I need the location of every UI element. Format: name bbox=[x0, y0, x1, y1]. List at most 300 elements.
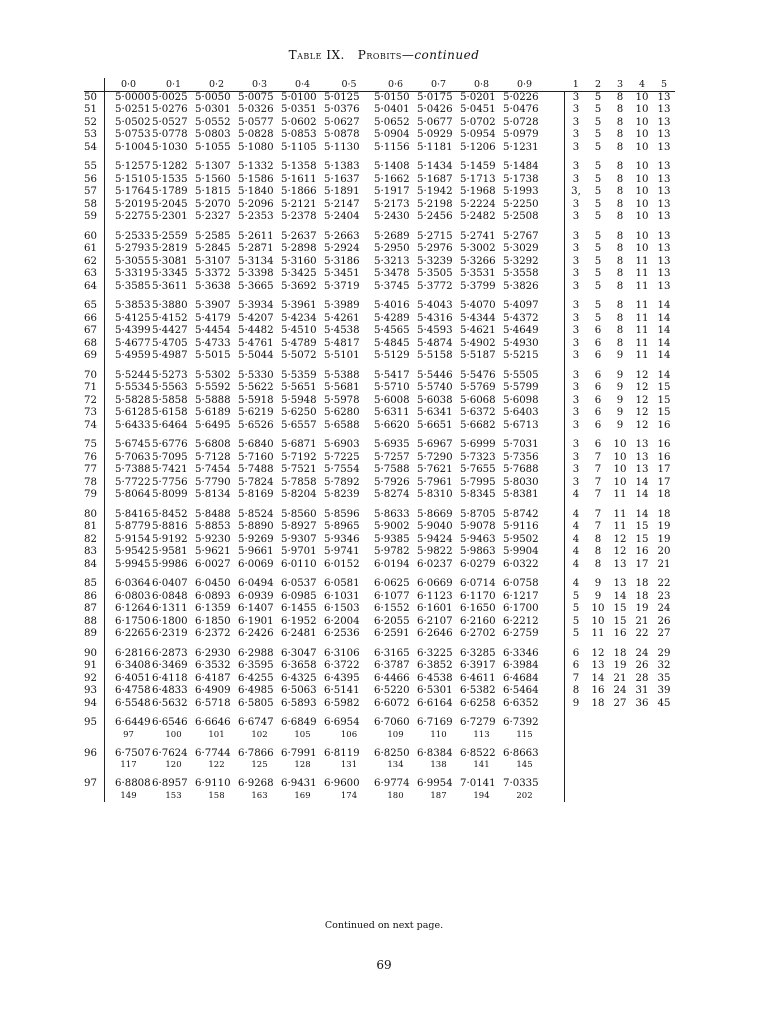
difference-value: 10 bbox=[613, 464, 627, 476]
difference-value: 13 bbox=[657, 91, 671, 103]
table-row bbox=[84, 325, 675, 338]
probit-value: 5·2793 bbox=[115, 243, 151, 255]
row-label: 66 bbox=[84, 313, 105, 326]
probit-value: 6·0194 bbox=[374, 558, 410, 570]
difference-value: 27 bbox=[613, 697, 627, 709]
column-separator bbox=[546, 117, 565, 130]
probit-value: 6·6258 bbox=[460, 697, 496, 709]
difference-value: 13 bbox=[657, 141, 671, 153]
spacer-cell bbox=[503, 224, 546, 231]
probit-value: 5·4733 bbox=[195, 337, 231, 349]
difference-value: 9 bbox=[616, 394, 624, 406]
empty-diff-cell bbox=[631, 748, 653, 761]
probit-value: 5·5505 bbox=[503, 369, 539, 381]
probit-value: 6·2372 bbox=[195, 628, 231, 640]
row-label: 79 bbox=[84, 489, 105, 502]
column-separator bbox=[546, 104, 565, 117]
column-separator bbox=[546, 268, 565, 281]
row-label: 83 bbox=[84, 546, 105, 559]
table-row bbox=[84, 370, 675, 383]
spacer-cell bbox=[281, 741, 324, 748]
row-label: 92 bbox=[84, 673, 105, 686]
probit-value: 5·2198 bbox=[417, 198, 453, 210]
spacer-cell bbox=[105, 741, 153, 748]
probit-value: 5·0175 bbox=[417, 91, 453, 103]
difference-value: 10 bbox=[635, 91, 649, 103]
probit-value: 5·6776 bbox=[152, 439, 188, 451]
probit-value: 5·7995 bbox=[460, 476, 496, 488]
probit-value: 5·6526 bbox=[238, 419, 274, 431]
probit-value: 5·2715 bbox=[417, 230, 453, 242]
probit-value: 6·7866 bbox=[238, 747, 274, 759]
probit-value: 6·2212 bbox=[503, 615, 539, 627]
spacer-cell bbox=[565, 224, 588, 231]
tabular-difference: 153 bbox=[165, 790, 182, 801]
probit-value: 5·7961 bbox=[417, 476, 453, 488]
probit-value: 5·4902 bbox=[460, 337, 496, 349]
probit-value: 5·7892 bbox=[324, 476, 360, 488]
difference-value: 4 bbox=[572, 578, 580, 590]
difference-value: 17 bbox=[657, 464, 671, 476]
spacer-cell bbox=[609, 641, 631, 648]
spacer-cell bbox=[587, 363, 609, 370]
probit-value: 5·5769 bbox=[460, 382, 496, 394]
spacer-cell bbox=[565, 710, 588, 717]
column-separator bbox=[546, 559, 565, 572]
spacer-cell bbox=[195, 571, 238, 578]
probit-value: 5·5446 bbox=[417, 369, 453, 381]
difference-value: 11 bbox=[613, 508, 627, 520]
table-row bbox=[84, 464, 675, 477]
probit-value: 5·4454 bbox=[195, 325, 231, 337]
probit-value: 6·1750 bbox=[115, 615, 151, 627]
difference-value: 15 bbox=[613, 615, 627, 627]
probit-value: 5·8524 bbox=[238, 508, 274, 520]
probit-value: 5·4649 bbox=[503, 325, 539, 337]
probit-value: 6·8384 bbox=[417, 747, 453, 759]
difference-value: 13 bbox=[657, 268, 671, 280]
probit-value: 6·1952 bbox=[281, 615, 317, 627]
probit-value: 5·6840 bbox=[238, 439, 274, 451]
probit-value: 5·6038 bbox=[417, 394, 453, 406]
probit-value: 5·7388 bbox=[115, 464, 151, 476]
probit-value: 5·2096 bbox=[238, 198, 274, 210]
spacer-cell bbox=[609, 432, 631, 439]
row-label: 96 bbox=[84, 748, 105, 761]
probit-value: 5·7621 bbox=[417, 464, 453, 476]
difference-value: 10 bbox=[635, 116, 649, 128]
spacer-cell bbox=[238, 363, 281, 370]
probit-value: 5·1738 bbox=[503, 173, 539, 185]
probit-value: 5·4621 bbox=[460, 325, 496, 337]
probit-value: 6·3722 bbox=[324, 660, 360, 672]
spacer-cell bbox=[84, 710, 105, 717]
spacer-cell bbox=[238, 771, 281, 778]
probit-value: 6·0803 bbox=[115, 590, 151, 602]
column-separator bbox=[546, 685, 565, 698]
spacer-cell bbox=[587, 641, 609, 648]
probit-value: 5·3558 bbox=[503, 268, 539, 280]
row-label: 88 bbox=[84, 616, 105, 629]
probit-value: 6·7060 bbox=[374, 717, 410, 729]
probit-value: 6·4684 bbox=[503, 672, 539, 684]
probit-value: 5·3398 bbox=[238, 268, 274, 280]
probit-value: 6·2536 bbox=[324, 628, 360, 640]
difference-value: 10 bbox=[635, 198, 649, 210]
probit-value: 5·0326 bbox=[238, 104, 274, 116]
spacer-cell bbox=[546, 363, 565, 370]
probit-value: 5·7031 bbox=[503, 439, 539, 451]
row-label: 85 bbox=[84, 578, 105, 591]
probit-value: 6·1503 bbox=[324, 603, 360, 615]
table-row bbox=[84, 350, 675, 363]
probit-value: 6·1311 bbox=[152, 603, 188, 615]
probit-value: 5·1942 bbox=[417, 186, 453, 198]
probit-value: 6·2759 bbox=[503, 628, 539, 640]
spacer-cell bbox=[374, 641, 417, 648]
spacer-cell bbox=[152, 502, 195, 509]
probit-value: 6·3852 bbox=[417, 660, 453, 672]
probit-value: 5·5273 bbox=[152, 369, 188, 381]
difference-value: 14 bbox=[613, 590, 627, 602]
probit-value: 5·6682 bbox=[460, 419, 496, 431]
probit-value: 5·9002 bbox=[374, 521, 410, 533]
difference-value: 9 bbox=[594, 578, 602, 590]
spacer-cell bbox=[653, 771, 675, 778]
spacer-cell bbox=[238, 641, 281, 648]
difference-value: 10 bbox=[635, 129, 649, 141]
difference-value: 3 bbox=[572, 141, 580, 153]
difference-value: 18 bbox=[635, 578, 649, 590]
probit-value: 6·2160 bbox=[460, 615, 496, 627]
row-label: 71 bbox=[84, 382, 105, 395]
probit-value: 5·1840 bbox=[238, 186, 274, 198]
spacer-cell bbox=[374, 710, 417, 717]
probit-value: 5·9116 bbox=[503, 521, 539, 533]
probit-value: 5·4510 bbox=[281, 325, 317, 337]
spacer-cell bbox=[503, 154, 546, 161]
probit-value: 5·1611 bbox=[281, 173, 317, 185]
difference-value: 8 bbox=[616, 91, 624, 103]
probit-value: 5·1030 bbox=[152, 141, 188, 153]
table-row bbox=[84, 174, 675, 187]
table-row bbox=[84, 104, 675, 117]
probit-value: 6·4833 bbox=[152, 685, 188, 697]
probit-value: 6·6449 bbox=[115, 717, 151, 729]
probit-value: 5·0125 bbox=[324, 91, 360, 103]
spacer-cell bbox=[503, 710, 546, 717]
spacer-cell bbox=[105, 771, 153, 778]
spacer-cell bbox=[609, 741, 631, 748]
probit-value: 5·0301 bbox=[195, 104, 231, 116]
probit-value: 5·8742 bbox=[503, 508, 539, 520]
probit-value: 5·7488 bbox=[238, 464, 274, 476]
probit-value: 5·4043 bbox=[417, 300, 453, 312]
probit-value: 5·1993 bbox=[503, 186, 539, 198]
spacer-cell bbox=[609, 571, 631, 578]
probit-value: 5·5015 bbox=[195, 350, 231, 362]
probit-value: 5·0954 bbox=[460, 129, 496, 141]
spacer-cell bbox=[238, 571, 281, 578]
difference-value: 15 bbox=[657, 382, 671, 394]
difference-value: 8 bbox=[616, 300, 624, 312]
probit-value: 5·1459 bbox=[460, 161, 496, 173]
probit-value: 5·7290 bbox=[417, 451, 453, 463]
probit-value: 5·1332 bbox=[238, 161, 274, 173]
probit-value: 5·0853 bbox=[281, 129, 317, 141]
probit-value: 5·9661 bbox=[238, 546, 274, 558]
probit-value: 5·9269 bbox=[238, 533, 274, 545]
difference-value: 17 bbox=[657, 476, 671, 488]
row-label: 89 bbox=[84, 628, 105, 641]
table-row bbox=[84, 591, 675, 604]
probit-value: 5·1130 bbox=[324, 141, 360, 153]
probit-value: 6·4909 bbox=[195, 685, 231, 697]
probit-value: 5·5740 bbox=[417, 382, 453, 394]
probit-value: 5·1891 bbox=[324, 186, 360, 198]
probit-value: 5·2019 bbox=[115, 198, 151, 210]
table-row bbox=[84, 698, 675, 711]
probit-value: 5·4593 bbox=[417, 325, 453, 337]
probit-value: 5·1713 bbox=[460, 173, 496, 185]
difference-value: 11 bbox=[635, 280, 649, 292]
row-label: 76 bbox=[84, 452, 105, 465]
spacer-cell bbox=[374, 224, 417, 231]
spacer-cell bbox=[195, 641, 238, 648]
probit-value: 6·0985 bbox=[281, 590, 317, 602]
difference-value: 10 bbox=[613, 476, 627, 488]
spacer-cell bbox=[565, 571, 588, 578]
probit-value: 5·3665 bbox=[238, 280, 274, 292]
tabular-difference: 163 bbox=[251, 790, 268, 801]
probit-value: 6·3787 bbox=[374, 660, 410, 672]
spacer-cell bbox=[324, 741, 374, 748]
difference-value: 14 bbox=[657, 369, 671, 381]
probit-value: 5·4179 bbox=[195, 312, 231, 324]
tabular-difference: 120 bbox=[165, 760, 182, 771]
spacer-cell bbox=[609, 502, 631, 509]
probit-value: 6·8808 bbox=[115, 778, 151, 790]
difference-value: 8 bbox=[616, 186, 624, 198]
probit-value: 5·3081 bbox=[152, 255, 188, 267]
probit-value: 5·6713 bbox=[503, 419, 539, 431]
difference-value: 16 bbox=[635, 546, 649, 558]
spacer-cell bbox=[105, 293, 153, 300]
probit-value: 5·5534 bbox=[115, 382, 151, 394]
difference-value: 10 bbox=[635, 230, 649, 242]
probit-value: 6·3984 bbox=[503, 660, 539, 672]
probit-value: 5·0100 bbox=[281, 91, 317, 103]
probit-value: 5·0351 bbox=[281, 104, 317, 116]
probit-value: 5·0476 bbox=[503, 104, 539, 116]
column-separator bbox=[546, 616, 565, 629]
spacer-cell bbox=[631, 154, 653, 161]
difference-value: 14 bbox=[635, 508, 649, 520]
difference-value: 10 bbox=[635, 104, 649, 116]
difference-value: 24 bbox=[613, 685, 627, 697]
spacer-cell bbox=[546, 154, 565, 161]
probit-value: 5·3961 bbox=[281, 300, 317, 312]
column-separator bbox=[546, 395, 565, 408]
probit-value: 6·6164 bbox=[417, 697, 453, 709]
difference-value: 8 bbox=[616, 268, 624, 280]
row-label: 91 bbox=[84, 660, 105, 673]
probit-value: 5·6903 bbox=[324, 439, 360, 451]
probit-value: 6·1601 bbox=[417, 603, 453, 615]
probit-value: 5·3478 bbox=[374, 268, 410, 280]
probit-value: 5·1789 bbox=[152, 186, 188, 198]
probit-value: 6·3106 bbox=[324, 647, 360, 659]
tabular-difference: 106 bbox=[340, 729, 358, 740]
difference-value: 6 bbox=[594, 369, 602, 381]
probit-value: 5·9581 bbox=[152, 546, 188, 558]
spacer-cell bbox=[417, 710, 460, 717]
probit-value: 5·0226 bbox=[503, 91, 539, 103]
probit-value: 6·0407 bbox=[152, 578, 188, 590]
empty-diff-cell bbox=[565, 717, 588, 730]
probit-value: 5·5158 bbox=[417, 350, 453, 362]
probit-value: 5·3638 bbox=[195, 280, 231, 292]
group-spacer bbox=[84, 571, 675, 578]
difference-value: 13 bbox=[613, 578, 627, 590]
probit-value: 5·0904 bbox=[374, 129, 410, 141]
difference-value: 18 bbox=[635, 590, 649, 602]
probit-value: 6·2004 bbox=[324, 615, 360, 627]
probit-value: 5·8064 bbox=[115, 489, 151, 501]
spacer-cell bbox=[324, 293, 374, 300]
difference-value: 14 bbox=[657, 350, 671, 362]
column-separator bbox=[546, 350, 565, 363]
spacer-cell bbox=[631, 363, 653, 370]
probit-value: 6·4325 bbox=[281, 672, 317, 684]
probit-value: 6·4611 bbox=[460, 672, 496, 684]
probit-value: 6·0450 bbox=[195, 578, 231, 590]
probit-value: 5·1866 bbox=[281, 186, 317, 198]
probit-value: 6·2107 bbox=[417, 615, 453, 627]
difference-value: 15 bbox=[635, 533, 649, 545]
spacer-cell bbox=[546, 710, 565, 717]
spacer-cell bbox=[324, 154, 374, 161]
difference-value: 5 bbox=[572, 603, 580, 615]
probit-value: 5·8633 bbox=[374, 508, 410, 520]
probit-value: 5·9502 bbox=[503, 533, 539, 545]
probit-value: 6·2930 bbox=[195, 647, 231, 659]
probit-value: 5·6403 bbox=[503, 407, 539, 419]
probit-value: 5·5359 bbox=[281, 369, 317, 381]
probit-value: 5·1206 bbox=[460, 141, 496, 153]
probit-value: 5·1637 bbox=[324, 173, 360, 185]
spacer-cell bbox=[587, 571, 609, 578]
table-row bbox=[84, 616, 675, 629]
tabular-difference: 101 bbox=[208, 729, 225, 740]
difference-value: 11 bbox=[635, 325, 649, 337]
column-separator bbox=[546, 211, 565, 224]
empty-diff-cell bbox=[653, 730, 675, 741]
column-separator bbox=[546, 256, 565, 269]
difference-value: 12 bbox=[591, 647, 605, 659]
row-label: 60 bbox=[84, 231, 105, 244]
difference-value: 13 bbox=[635, 451, 649, 463]
difference-value: 8 bbox=[616, 116, 624, 128]
spacer-cell bbox=[565, 502, 588, 509]
difference-value: 11 bbox=[635, 300, 649, 312]
difference-value: 21 bbox=[613, 672, 627, 684]
probit-value: 5·9463 bbox=[460, 533, 496, 545]
difference-value: 5 bbox=[594, 104, 602, 116]
probit-value: 6·2702 bbox=[460, 628, 496, 640]
spacer-cell bbox=[653, 502, 675, 509]
difference-value: 18 bbox=[657, 489, 671, 501]
difference-value: 6 bbox=[594, 337, 602, 349]
difference-value: 11 bbox=[635, 255, 649, 267]
probit-value: 5·4372 bbox=[503, 312, 539, 324]
tabular-difference: 131 bbox=[340, 760, 358, 771]
probit-value: 5·2456 bbox=[417, 211, 453, 223]
difference-value: 14 bbox=[657, 325, 671, 337]
difference-value: 3 bbox=[572, 325, 580, 337]
probit-value: 5·2898 bbox=[281, 243, 317, 255]
probit-value: 6·4118 bbox=[152, 672, 188, 684]
spacer-cell bbox=[460, 710, 503, 717]
probit-value: 5·8169 bbox=[238, 489, 274, 501]
row-label: 59 bbox=[84, 211, 105, 224]
probit-value: 5·2353 bbox=[238, 211, 274, 223]
column-header: 0·0 bbox=[105, 78, 153, 91]
spacer-cell bbox=[565, 741, 588, 748]
tabular-difference: 125 bbox=[251, 760, 268, 771]
table-row bbox=[84, 521, 675, 534]
probit-value: 5·3055 bbox=[115, 255, 151, 267]
probit-value: 6·6352 bbox=[503, 697, 539, 709]
probit-value: 5·1156 bbox=[374, 141, 410, 153]
probit-value: 5·8239 bbox=[324, 489, 360, 501]
difference-value: 15 bbox=[657, 394, 671, 406]
difference-value: 15 bbox=[635, 521, 649, 533]
probit-value: 5·0602 bbox=[281, 116, 317, 128]
probit-value: 5·0677 bbox=[417, 116, 453, 128]
difference-value: 6 bbox=[594, 325, 602, 337]
probit-value: 6·3469 bbox=[152, 660, 188, 672]
difference-value: 9 bbox=[572, 697, 580, 709]
probit-value: 5·5651 bbox=[281, 382, 317, 394]
column-header: 0·2 bbox=[195, 78, 238, 91]
table-row bbox=[84, 660, 675, 673]
difference-value: 10 bbox=[635, 211, 649, 223]
table-row bbox=[84, 186, 675, 199]
column-separator bbox=[546, 300, 565, 313]
difference-value: 3 bbox=[572, 476, 580, 488]
probit-value: 5·5828 bbox=[115, 394, 151, 406]
spacer-cell bbox=[653, 224, 675, 231]
difference-value: 27 bbox=[657, 628, 671, 640]
probit-value: 5·3134 bbox=[238, 255, 274, 267]
probit-value: 6·3408 bbox=[115, 660, 151, 672]
probit-value: 5·7554 bbox=[324, 464, 360, 476]
probit-value: 5·2378 bbox=[281, 211, 317, 223]
difference-value: 5 bbox=[594, 91, 602, 103]
spacer-cell bbox=[460, 432, 503, 439]
column-separator bbox=[546, 546, 565, 559]
difference-value: 5 bbox=[594, 255, 602, 267]
row-label-empty bbox=[84, 730, 105, 741]
difference-value: 3 bbox=[572, 382, 580, 394]
spacer-cell bbox=[195, 710, 238, 717]
probit-value: 5·1383 bbox=[324, 161, 360, 173]
difference-value: 10 bbox=[613, 451, 627, 463]
spacer-cell bbox=[374, 741, 417, 748]
difference-value: 4 bbox=[572, 546, 580, 558]
spacer-cell bbox=[281, 224, 324, 231]
